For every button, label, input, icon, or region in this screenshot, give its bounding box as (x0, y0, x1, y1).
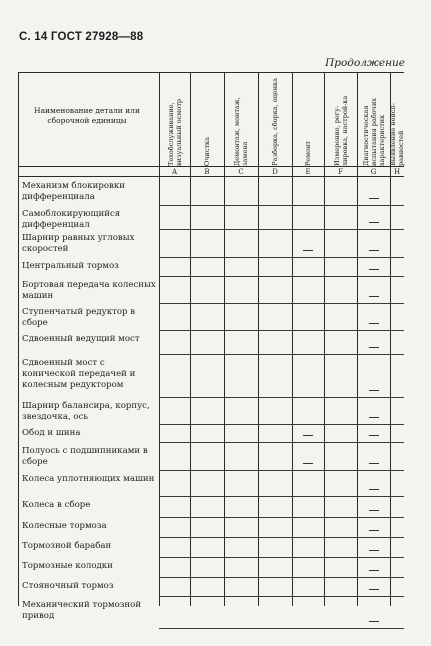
row-name: Обод и шина (22, 428, 81, 438)
row-name: Тормозные колодки (22, 561, 113, 571)
applicability-mark (369, 269, 379, 270)
column-header-label: Очистка (203, 136, 211, 166)
row-divider (159, 557, 404, 558)
applicability-mark (369, 250, 379, 251)
applicability-mark (369, 550, 379, 551)
applicability-mark (369, 347, 379, 348)
column-header-a (159, 72, 190, 166)
column-header-label: Выявление неисп-равностей (389, 103, 405, 166)
column-letter-h: H (393, 168, 401, 176)
column-header-b (190, 72, 224, 166)
column-header-label: Диагностическая испытания рабочих характеристик (361, 98, 386, 166)
continuation-label: Продолжение (325, 57, 405, 69)
row-name: Центральный тормоз (22, 261, 119, 271)
applicability-mark (369, 463, 379, 464)
header-divider (18, 166, 404, 167)
column-letter-d: D (272, 168, 278, 176)
row-divider (159, 596, 404, 597)
column-letter-e: E (305, 168, 311, 176)
row-divider (159, 424, 404, 425)
row-divider (159, 628, 404, 629)
row-name: Механизм блокировки дифференциала (22, 181, 125, 202)
applicability-mark (369, 621, 379, 622)
column-header-label: Техобслуживание, визуальный осмотр (166, 98, 183, 166)
row-name: Колеса уплотняющих машин (22, 474, 155, 484)
applicability-mark (303, 463, 313, 464)
row-name: Колесные тормоза (22, 521, 107, 531)
column-header-label: Ремонт (304, 140, 312, 166)
applicability-mark (303, 250, 313, 251)
row-divider (159, 257, 404, 258)
maintenance-table (18, 72, 405, 621)
row-name: Сдвоенный ведущий мост (22, 334, 140, 344)
row-name: Сдвоенный мост с конической передачей и колесным редуктором (22, 358, 136, 390)
row-divider (159, 496, 404, 497)
applicability-mark (369, 417, 379, 418)
row-name: Колеса в сборе (22, 500, 91, 510)
applicability-mark (369, 589, 379, 590)
header-divider (18, 176, 404, 177)
column-header-d (258, 72, 292, 166)
row-name: Бортовая передача колесных машин (22, 280, 156, 301)
applicability-mark (369, 323, 379, 324)
row-name: Полуось с подшипниками в сборе (22, 446, 148, 467)
row-divider (159, 303, 404, 304)
applicability-mark (369, 510, 379, 511)
row-name: Механический тормозной привод (22, 600, 142, 621)
column-divider (18, 72, 19, 606)
row-divider (159, 330, 404, 331)
applicability-mark (369, 222, 379, 223)
column-header-e (292, 72, 324, 166)
column-letter-a: A (171, 168, 178, 176)
applicability-mark (369, 435, 379, 436)
row-divider (159, 577, 404, 578)
column-header-c (224, 72, 258, 166)
applicability-mark (369, 296, 379, 297)
row-divider (159, 229, 404, 230)
row-name: Тормозной барабан (22, 541, 112, 551)
row-divider (159, 397, 404, 398)
column-header-label: Измерение, регу-лировка, настрой-ка (332, 95, 349, 166)
row-name: Шарнир балансира, корпус, звездочка, ось (22, 401, 150, 422)
applicability-mark (369, 198, 379, 199)
row-divider (159, 470, 404, 471)
applicability-mark (369, 390, 379, 391)
applicability-mark (369, 489, 379, 490)
column-letter-b: B (204, 168, 210, 176)
column-header-label: Разборка, сборка, оценка (271, 78, 279, 166)
row-name: Стояночный тормоз (22, 581, 114, 591)
column-header-f (324, 72, 357, 166)
row-divider (159, 442, 404, 443)
row-name: Шарнир равных угловых скоростей (22, 233, 135, 254)
row-name: Ступенчатый редуктор в сборе (22, 307, 136, 328)
column-header-label: Демонтаж, монтаж, замена (233, 97, 249, 166)
row-name: Самоблокирующийся дифференциал (22, 209, 121, 230)
applicability-mark (369, 570, 379, 571)
column-letter-g: G (370, 168, 377, 176)
applicability-mark (303, 435, 313, 436)
column-header-g (357, 72, 390, 166)
row-divider (159, 537, 404, 538)
column-header-h (390, 72, 404, 166)
row-divider (159, 517, 404, 518)
applicability-mark (369, 530, 379, 531)
column-letter-f: F (338, 168, 343, 176)
row-divider (159, 354, 404, 355)
page-header: С. 14 ГОСТ 27928—88 (19, 31, 144, 43)
name-column-header: Наименование детали или сборочной единицы (34, 106, 140, 125)
column-letter-c: C (238, 168, 244, 176)
row-divider (159, 276, 404, 277)
row-divider (159, 205, 404, 206)
